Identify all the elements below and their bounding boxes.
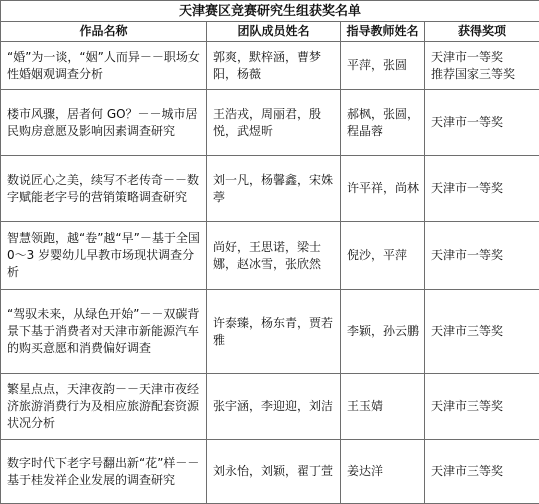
header-advisors: 指导教师姓名 (341, 22, 425, 42)
table-row (1, 290, 539, 374)
header-row (1, 22, 539, 42)
award-cell: 天津市三等奖 (425, 290, 539, 374)
advisors-cell: 许平祥，尚林 (341, 156, 425, 222)
award-cell: 天津市一等奖 推荐国家三等奖 (425, 42, 539, 90)
team-members-cell: 郭爽，默梓涵，曹梦阳，杨薇 (207, 42, 341, 90)
work-name-cell: 数字时代下老字号翻出新“花”样－－基于桂发祥企业发展的调查研究 (1, 440, 207, 504)
advisors-cell: 王玉婧 (341, 374, 425, 440)
header-team-members: 团队成员姓名 (207, 22, 341, 42)
advisors-cell: 李颖，孙云鹏 (341, 290, 425, 374)
document-title: 天津赛区竞赛研究生组获奖名单 (1, 1, 539, 22)
advisors-cell: 平萍，张圆 (341, 42, 425, 90)
advisors-cell: 郝枫，张圆，程晶蓉 (341, 90, 425, 156)
table-row (1, 222, 539, 290)
work-name-cell: “婚”为一谈，“姻”人而异－－职场女性婚姻观调查分析 (1, 42, 207, 90)
table-row (1, 374, 539, 440)
table-row (1, 42, 539, 90)
header-work-name: 作品名称 (1, 22, 207, 42)
team-members-cell: 刘一凡，杨馨鑫，宋姝葶 (207, 156, 341, 222)
team-members-cell: 王浩戎，周丽君，殷悦，武煜昕 (207, 90, 341, 156)
table-row (1, 156, 539, 222)
team-members-cell: 许泰臻，杨东青，贾若雅 (207, 290, 341, 374)
work-name-cell: 数说匠心之美，续写不老传奇－－数字赋能老字号的营销策略调查研究 (1, 156, 207, 222)
team-members-cell: 刘永怡，刘颖，翟丁萱 (207, 440, 341, 504)
work-name-cell: 智慧领跑，越“卷”越“早”－基于全国 0～3 岁婴幼儿早教市场现状调查分析 (1, 222, 207, 290)
award-cell: 天津市三等奖 (425, 440, 539, 504)
team-members-cell: 尚好，王思诺，梁士娜，赵冰雪，张欣然 (207, 222, 341, 290)
header-award: 获得奖项 (425, 22, 539, 42)
award-cell: 天津市一等奖 (425, 222, 539, 290)
work-name-cell: 楼市风骤，居者何 GO？－－城市居民购房意愿及影响因素调查研究 (1, 90, 207, 156)
award-cell: 天津市三等奖 (425, 374, 539, 440)
table-row (1, 440, 539, 504)
work-name-cell: 繁星点点，天津夜韵－－天津市夜经济旅游消费行为及相应旅游配套资源状况分析 (1, 374, 207, 440)
award-cell: 天津市一等奖 (425, 90, 539, 156)
team-members-cell: 张宇涵，李迎迎，刘洁 (207, 374, 341, 440)
advisors-cell: 姜达洋 (341, 440, 425, 504)
work-name-cell: “驾驭未来，从绿色开始”－－双碳背景下基于消费者对天津市新能源汽车的购买意愿和消费偏好调查 (1, 290, 207, 374)
title-row (1, 1, 539, 22)
award-cell: 天津市一等奖 (425, 156, 539, 222)
advisors-cell: 倪沙，平萍 (341, 222, 425, 290)
table-row (1, 90, 539, 156)
